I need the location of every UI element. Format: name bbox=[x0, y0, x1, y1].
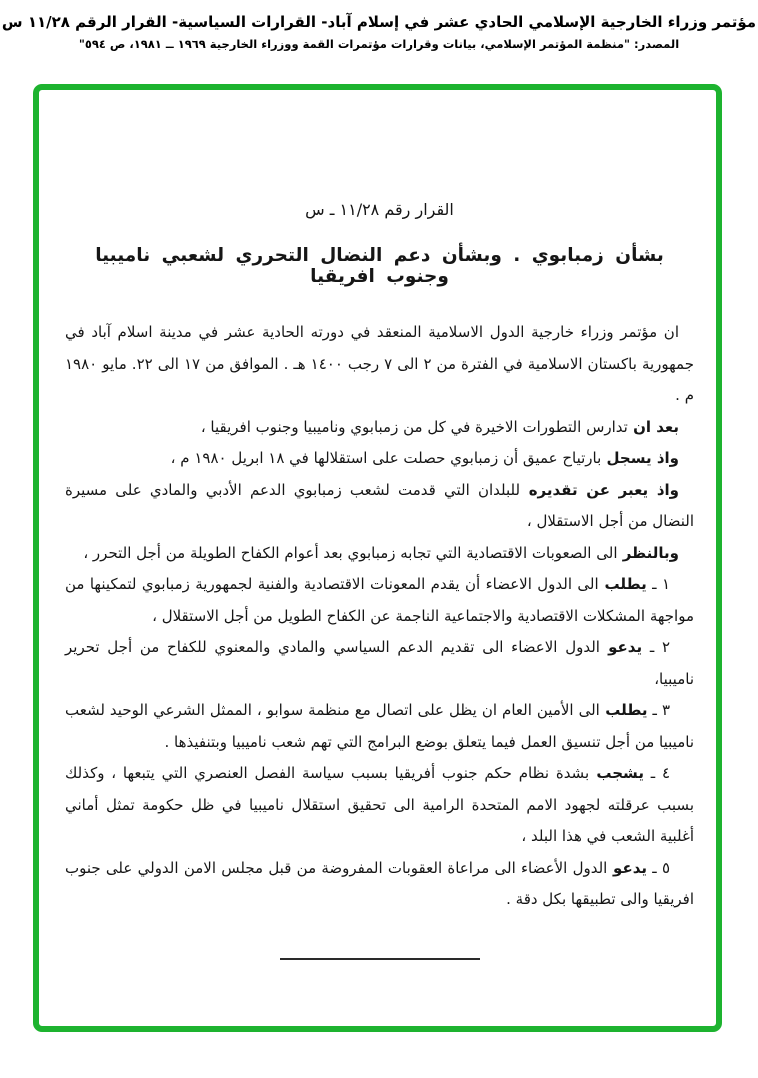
item-number: ٢ ـ bbox=[642, 638, 671, 656]
header-source-line: المصدر: "منظمة المؤتمر الإسلامي، بيانات وقرارات مؤتمرات القمة ووزراء الخارجية ١٩٦٩ ــ ١٩٨١، ص ٥٩٤" bbox=[78, 37, 680, 51]
lead-phrase: يدعو bbox=[599, 638, 643, 656]
page-header bbox=[0, 0, 758, 51]
lead-phrase: يدعو bbox=[607, 858, 647, 877]
resolution-body bbox=[39, 90, 716, 960]
preamble-paragraph: واذ يسجل بارتياح عميق أن زمبابوي حصلت على استقلالها في ١٨ ابريل ١٩٨٠ م ، bbox=[170, 449, 679, 467]
operative-item: ٣ ـ يطلب الى الأمين العام ان يظل على اتصال مع منظمة سوابو ، الممثل الشرعي الوحيد لشعب ناميبيا من أجل تنسيق العمل فيما يتعلق بوضع البرامج التي تهم شعب ناميبيا وبتنفيذها . bbox=[65, 701, 694, 751]
item-number: ٣ ـ bbox=[647, 701, 671, 719]
lead-phrase: واذ يسجل bbox=[601, 449, 679, 467]
lead-phrase: واذ يعبر عن تقديره bbox=[520, 480, 679, 499]
item-number: ٥ ـ bbox=[647, 858, 670, 877]
preamble-section bbox=[65, 317, 694, 569]
resolution-subject-title: بشأن زمبابوي . وبشأن دعم النضال التحرري لشعبي ناميبيا وجنوب افريقيا bbox=[95, 245, 664, 287]
document-border-frame bbox=[33, 84, 722, 1032]
preamble-paragraph: بعد ان تدارس التطورات الاخيرة في كل من زمبابوي وناميبيا وجنوب افريقيا ، bbox=[200, 417, 679, 436]
lead-phrase: يطلب bbox=[599, 701, 648, 719]
preamble-paragraph: واذ يعبر عن تقديره للبلدان التي قدمت لشعب زمبابوي الدعم الأدبي والمادي على مسيرة النضال من أجل الاستقلال ، bbox=[65, 480, 694, 530]
operative-item: ٥ ـ يدعو الدول الأعضاء الى مراعاة العقوبات المفروضة من قبل مجلس الامن الدولي على جنوب افريقيا والى تطبيقها بكل دقة . bbox=[65, 858, 694, 908]
resolution-number-title: القرار رقم ١١/٢٨ ـ س bbox=[305, 200, 454, 219]
operative-item: ٢ ـ يدعو الدول الاعضاء الى تقديم الدعم السياسي والمادي والمعنوي للكفاح من أجل تحرير ناميبيا، bbox=[65, 638, 694, 688]
end-divider-line bbox=[280, 958, 480, 960]
item-number: ٤ ـ bbox=[643, 764, 671, 782]
lead-phrase: يطلب bbox=[598, 575, 647, 593]
header-citation-line: مؤتمر وزراء الخارجية الإسلامي الحادي عشر في إسلام آباد- القرارات السياسية- القرار الرقم ١١/٢٨ س bbox=[1, 13, 757, 31]
lead-phrase: بعد ان bbox=[627, 417, 679, 436]
operative-item: ١ ـ يطلب الى الدول الاعضاء أن يقدم المعونات الاقتصادية والفنية لجمهورية زمبابوي لتمكينها من مواجهة المشكلات الاقتصادية والاجتماعية الناجمة عن الكفاح الطويل من أجل الاستقلال ، bbox=[65, 575, 694, 625]
preamble-paragraph: ان مؤتمر وزراء خارجية الدول الاسلامية المنعقد في دورته الحادية عشر في مدينة اسلام آباد في جمهورية باكستان الاسلامية في الفترة من ٢ الى ٧ رجب ١٤٠٠ هـ . الموافق من ١٧ الى ٢٢. مايو ١٩٨٠ م . bbox=[65, 323, 695, 404]
operative-item: ٤ ـ يشجب بشدة نظام حكم جنوب أفريقيا بسبب سياسة الفصل العنصري التي يتبعها ، وكذلك بسبب عرقلته لجهود الامم المتحدة الرامية الى تحقيق استقلال ناميبيا في ظل حكومة تمثل أماني أغلبية الشعب في هذا البلد ، bbox=[65, 764, 694, 845]
lead-phrase: يشجب bbox=[589, 764, 644, 782]
operative-items-section bbox=[65, 569, 694, 916]
lead-phrase: وبالنظر bbox=[617, 543, 679, 562]
preamble-paragraph: وبالنظر الى الصعوبات الاقتصادية التي تجابه زمبابوي بعد أعوام الكفاح الطويلة من أجل التحرر ، bbox=[83, 543, 679, 562]
item-number: ١ ـ bbox=[646, 575, 670, 593]
